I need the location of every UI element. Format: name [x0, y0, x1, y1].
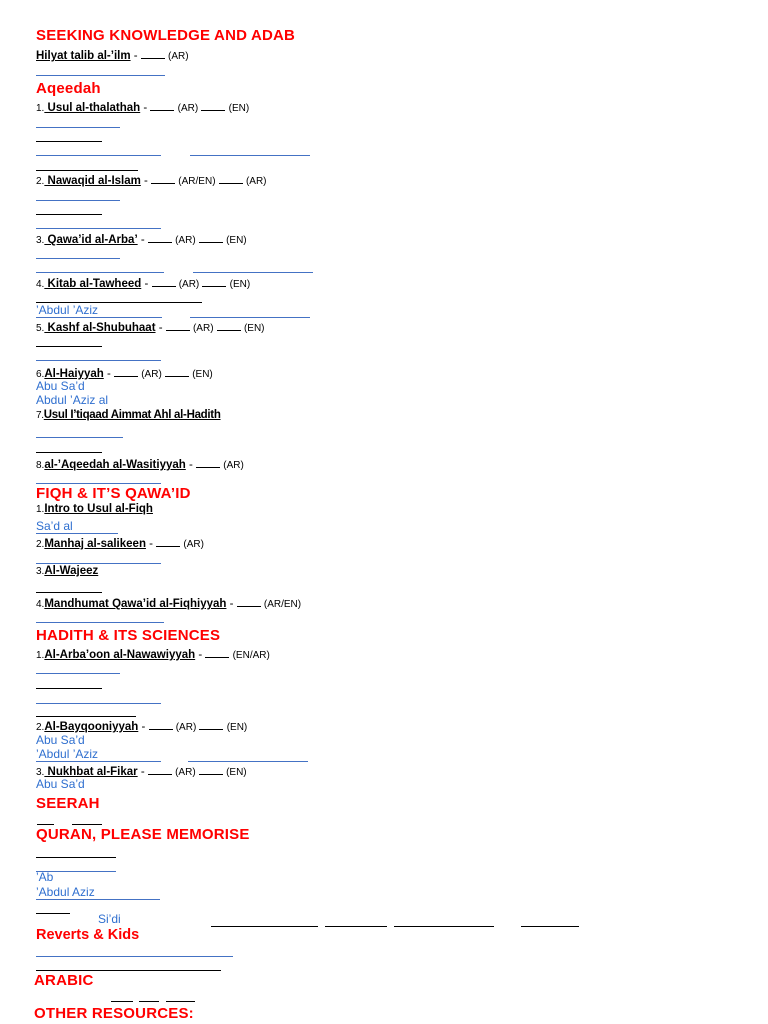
list-item-mandhumat: 4.Mandhumat Qawa’id al-Fiqhiyyah - (AR/EN) [36, 598, 302, 610]
list-item-arbaoon-nawawiyyah: 1.Al-Arba’oon al-Nawawiyyah - (EN/AR) [36, 649, 270, 661]
link-underline [36, 437, 123, 438]
rule [36, 970, 221, 971]
rule [394, 926, 494, 927]
link-underline [36, 258, 120, 259]
rule [36, 214, 102, 215]
link-underline [36, 200, 120, 201]
author-fragment[interactable]: ’Abdul Aziz [36, 885, 95, 899]
link-underline [36, 228, 161, 229]
author-fragment[interactable]: ’Ab [36, 870, 54, 884]
list-item-al-bayqooniyyah: 2.Al-Bayqooniyyah - (AR) (EN) [36, 721, 248, 733]
rule [72, 824, 102, 825]
section-heading-fiqh: FIQH & IT’S QAWA’ID [36, 485, 191, 502]
link-underline [36, 622, 164, 623]
section-heading-quran: QURAN, PLEASE MEMORISE [36, 826, 250, 843]
link-underline [36, 761, 161, 762]
list-item-manhaj-al-salikeen: 2.Manhaj al-salikeen - (AR) [36, 538, 204, 550]
link-underline [190, 155, 310, 156]
list-item-al-haiyyah: 6.Al-Haiyyah - (AR) (EN) [36, 368, 213, 380]
section-heading-arabic: ARABIC [34, 972, 94, 989]
author-fragment[interactable]: Abu Sa’d [36, 733, 85, 747]
blank-line [141, 48, 165, 59]
section-heading-adab: SEEKING KNOWLEDGE AND ADAB [36, 27, 296, 44]
list-item-kashf-al-shubuhaat: 5. Kashf al-Shubuhaat - (AR) (EN) [36, 322, 265, 334]
link-underline [36, 127, 120, 128]
list-item-aqeedah-al-wasitiyyah: 8.al-’Aqeedah al-Wasitiyyah - (AR) [36, 459, 244, 471]
list-item-kitab-al-tawheed: 4. Kitab al-Tawheed - (AR) (EN) [36, 278, 251, 290]
link-underline [193, 272, 313, 273]
rule [36, 170, 138, 171]
rule [211, 926, 318, 927]
author-fragment[interactable]: Abdul ’Aziz al [36, 393, 109, 407]
rule [36, 141, 102, 142]
rule [166, 1001, 195, 1002]
rule [139, 1001, 159, 1002]
list-item-usul-itiqaad: 7.Usul I’tiqaad Aimmat Ahl al-Hadith [36, 409, 221, 421]
link-underline [36, 360, 161, 361]
list-item-al-wajeez: 3.Al-Wajeez [36, 565, 99, 577]
rule [36, 592, 102, 593]
rule [36, 716, 136, 717]
link-underline [36, 899, 160, 900]
section-heading-other: OTHER RESOURCES: [34, 1005, 194, 1022]
link-underline [190, 317, 310, 318]
list-item-intro-usul-al-fiqh: 1.Intro to Usul al-Fiqh [36, 503, 153, 515]
rule [37, 824, 54, 825]
link-underline [36, 956, 233, 957]
list-item-hilyat: Hilyat talib al-’ilm - (AR) [36, 50, 189, 62]
author-fragment[interactable]: ’Abdul ’Aziz [36, 747, 99, 761]
author-fragment[interactable]: Abu Sa’d [36, 777, 85, 791]
rule [36, 452, 102, 453]
link-underline [36, 317, 162, 318]
list-item-nawaqid-al-islam: 2. Nawaqid al-Islam - (AR/EN) (AR) [36, 175, 267, 187]
section-heading-reverts: Reverts & Kids [36, 927, 140, 943]
section-heading-aqeedah: Aqeedah [36, 80, 101, 97]
author-fragment[interactable]: Abu Sa’d [36, 379, 85, 393]
rule [325, 926, 387, 927]
rule [36, 346, 102, 347]
list-item-nukhbat-al-fikar: 3. Nukhbat al-Fikar - (AR) (EN) [36, 766, 247, 778]
rule [36, 913, 70, 914]
link-underline [36, 155, 161, 156]
link-underline [36, 483, 161, 484]
link-underline [36, 75, 165, 76]
list-item-usul-al-thalathah: 1. Usul al-thalathah - (AR) (EN) [36, 102, 250, 114]
link-underline [36, 703, 161, 704]
section-heading-seerah: SEERAH [36, 795, 100, 812]
author-fragment[interactable]: Si’di [98, 912, 121, 926]
list-item-qawaid-al-arba: 3. Qawa’id al-Arba’ - (AR) (EN) [36, 234, 247, 246]
link-underline [36, 533, 118, 534]
link-underline [188, 761, 308, 762]
section-heading-hadith: HADITH & ITS SCIENCES [36, 627, 221, 644]
author-fragment[interactable]: Sa’d al [36, 519, 73, 533]
rule [36, 857, 116, 858]
rule [111, 1001, 133, 1002]
rule [36, 688, 102, 689]
link-underline [36, 563, 161, 564]
link-underline [36, 673, 120, 674]
rule [521, 926, 579, 927]
link-underline [36, 272, 164, 273]
author-fragment[interactable]: ’Abdul ’Aziz [36, 303, 99, 317]
item-title[interactable]: Hilyat talib al-’ilm [36, 50, 131, 62]
